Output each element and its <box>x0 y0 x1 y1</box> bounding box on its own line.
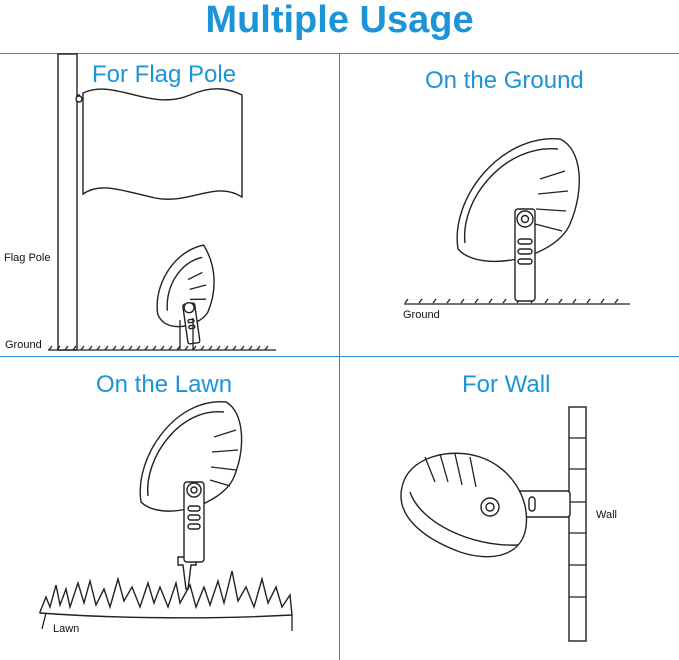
ground-tick <box>587 299 590 303</box>
panel-title-flag-pole: For Flag Pole <box>92 61 237 88</box>
ground-tick <box>573 299 576 303</box>
main-title: Multiple Usage <box>205 0 474 41</box>
flag <box>83 89 242 199</box>
ground-label-1: Ground <box>5 339 42 351</box>
ground-tick <box>615 299 618 303</box>
wall-label: Wall <box>596 509 617 521</box>
ground-tick <box>433 299 436 303</box>
lawn-label: Lawn <box>53 623 80 635</box>
flag-pole-illustration <box>0 0 340 356</box>
on-ground-illustration <box>340 54 679 356</box>
ground-tick <box>503 299 506 303</box>
flag-pole-label: Flag Pole <box>4 252 51 264</box>
grass <box>40 571 292 618</box>
ground-tick <box>489 299 492 303</box>
spotlight <box>140 402 241 562</box>
spotlight <box>401 453 527 556</box>
ground-tick <box>405 299 408 303</box>
ground-tick <box>559 299 562 303</box>
on-lawn-illustration <box>0 357 339 660</box>
panel-title-for-wall: For Wall <box>462 371 551 398</box>
spotlight <box>457 139 579 301</box>
ground-tick <box>545 299 548 303</box>
ground-tick <box>601 299 604 303</box>
flag-pole <box>58 54 77 350</box>
panel-title-on-ground: On the Ground <box>425 67 584 94</box>
ground-tick <box>461 299 464 303</box>
ground-tick <box>419 299 422 303</box>
ground-tick <box>447 299 450 303</box>
ground-label-2: Ground <box>403 309 440 321</box>
panel-title-on-lawn: On the Lawn <box>96 371 233 398</box>
wall <box>569 407 586 641</box>
ground-tick <box>475 299 478 303</box>
spotlight <box>149 244 223 348</box>
for-wall-illustration <box>340 357 679 660</box>
